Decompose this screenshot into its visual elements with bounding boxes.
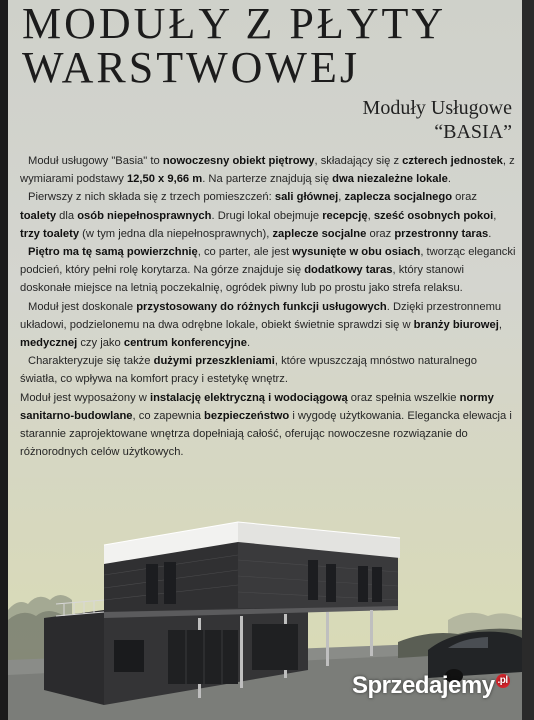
paragraph [20,188,516,243]
bold-text: 12,50 x 9,66 m [126,173,203,186]
bold-text: sześć osobnych pokoi [373,209,494,222]
text-run: , [493,209,497,222]
text-run: Moduł usługowy "Basia" to [28,155,163,167]
text-run: . [246,337,251,350]
text-run: , tworząc elegancki podcień, który pełni rolę korytarza. Na górze znajduje się [20,246,516,277]
text-run: Charakteryzuje się także [28,355,154,368]
bold-text: bezpieczeństwo [204,409,290,422]
paragraph [20,298,516,353]
description-text [20,152,516,461]
bold-text: przestronny taras [394,227,489,240]
text-run: . Na parterze znajdują się [202,173,333,186]
text-run: Pierwszy z nich składa się z trzech pomieszczeń: [28,191,275,204]
paragraph [20,243,516,298]
text-run: czy jako [77,337,124,350]
text-run: Moduł jest wyposażony w [20,391,150,404]
title-line-2: WARSTWOWEJ [22,43,360,92]
text-run: , [498,318,502,331]
text-run: . Dzięki przestronnemu układowi, podzielonemu na dwa odrębne lokale, obiekt świetnie sprawdzi się w [20,300,502,331]
subtitle-line-1: Moduły Usługowe [362,97,512,119]
bold-text: centrum konferencyjne [123,337,247,350]
bold-text: medycznej [20,337,78,350]
text-run: , co parter, ale jest [197,246,293,259]
title-line-1: MODUŁY Z PŁYTY [22,0,447,48]
text-run: (w tym jedna dla niepełnosprawnych), [79,227,273,240]
bold-text: osób niepełnosprawnych [77,209,212,222]
text-run: . [447,173,451,186]
bold-text: wysunięte w obu osiach [292,246,421,259]
watermark-logo [352,672,510,700]
text-run: . Drugi lokal obejmuje [211,209,323,222]
flyer-page [8,0,522,720]
text-run: , z wymiarami podstawy [20,155,515,186]
text-run: oraz [366,227,395,240]
bold-text: branży biurowej [413,318,499,331]
paragraph [20,152,516,188]
watermark-badge: .pl [497,675,508,686]
text-run: , co zapewnia [132,409,205,422]
text-run: Moduł jest doskonale [28,300,137,313]
bold-text: dużymi przeszkleniami [153,355,275,368]
bold-text: instalację elektryczną i wodociągową [149,391,348,404]
text-run: , [367,209,374,222]
subtitle [363,96,512,144]
bold-text: dodatkowy taras [304,264,393,277]
text-run: , [338,191,345,204]
text-run: dla [56,209,78,222]
text-run: oraz spełnia wszelkie [347,391,460,404]
bold-text: przystosowany do różnych funkcji usługowych [136,300,387,313]
subtitle-line-2: “BASIA” [434,121,512,143]
bold-text: toalety [20,209,57,222]
text-run: , składający się z [314,155,403,167]
paragraph [20,389,516,462]
bold-text: recepcję [322,209,368,222]
bold-text: dwa niezależne lokale [332,173,448,186]
paragraph [20,352,516,388]
text-run: oraz [452,191,477,204]
bold-text: Piętro ma tę samą powierzchnię [28,246,198,259]
watermark-text: Sprzedajemy [352,672,495,699]
text-run: . [488,227,492,240]
bold-text: zaplecza socjalnego [344,191,453,204]
text-run: i wygodę użytkowania. Elegancka elewacja i starannie zaprojektowane wnętrza dopełniają całość, oferując nowoczesne rozwiązanie do różnorodnych celów użytkowych. [20,409,512,459]
text-run: , które wpuszczają mnóstwo naturalnego światła, co wpływa na komfort pracy i estetykę wnętrz. [20,355,477,386]
bold-text: normy sanitarno-budowlane [20,391,494,422]
page-title [22,2,512,90]
bold-text: trzy toalety [20,227,80,240]
bold-text: sali głównej [274,191,339,204]
bold-text: nowoczesny obiekt piętrowy [162,155,315,167]
bold-text: zaplecze socjalne [272,227,367,240]
text-run: , który stanowi doskonałe miejsce na letnią poczekalnię, ogródek piwny lub po prostu jako strefa relaksu. [20,264,464,295]
right-edge [522,0,534,720]
bold-text: czterech jednostek [402,155,503,167]
